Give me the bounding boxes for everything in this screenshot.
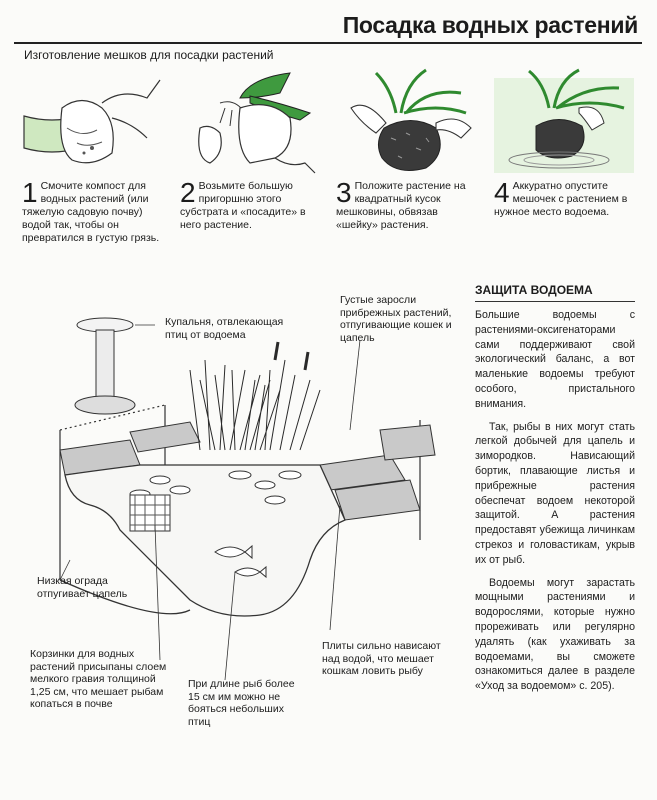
step-number: 1 xyxy=(22,177,38,208)
step-text: Смочите компост для водных растений (или тяжелую садовую почву) водой так, чтобы он превратился в густую грязь. xyxy=(22,180,160,244)
step-number: 4 xyxy=(494,177,510,208)
callout-fence: Низкая ограда отпугивает цапель xyxy=(37,575,128,600)
step-4-caption xyxy=(494,177,636,219)
callout-slabs: Плиты сильно нависают над водой, что мешает кошкам ловить рыбу xyxy=(322,640,441,677)
step-text: Аккуратно опустите мешочек с растением в нужное место водоема. xyxy=(494,180,628,218)
birdbath xyxy=(75,318,135,414)
step-1-caption xyxy=(22,177,168,245)
page-header xyxy=(14,4,642,44)
callout-thickets: Густые заросли прибрежных растений, отпугивающие кошек и цапель xyxy=(340,294,452,344)
sidebar-title: ЗАЩИТА ВОДОЕМА xyxy=(475,283,635,302)
step-number: 3 xyxy=(336,177,352,208)
callout-birdbath: Купальня, отвлекающая птиц от водоема xyxy=(165,316,284,341)
sidebar-paragraph: Водоемы могут зарастать мощными растениями и водорослями, которые нужно прореживать или регулярно удалять (как ухаживать за водоемами, вы сможете ознакомиться далее в разделе «Уход за водоемом» с. 205). xyxy=(475,576,635,693)
callout-fish: При длине рыб более 15 см им можно не бояться небольших птиц xyxy=(188,678,295,728)
section-title: Изготовление мешков для посадки растений xyxy=(24,48,274,62)
step-2-illustration xyxy=(180,68,320,178)
step-text: Возьмите большую пригоршню этого субстрата и «посадите» в него растение. xyxy=(180,180,306,231)
sidebar-paragraph: Большие водоемы с растениями-оксигенаторами сами поддерживают свой экологический баланс, а вот маленькие водоемы требуют особого, пристального внимания. xyxy=(475,309,635,410)
planting-basket xyxy=(130,495,170,531)
callout-baskets: Корзинки для водных растений присыпаны слоем мелкого гравия толщиной 1,25 см, что мешает рыбам копаться в почве xyxy=(30,648,167,710)
step-text: Положите растение на квадратный кусок мешковины, обвязав «шейку» растения. xyxy=(336,180,466,231)
step-1-illustration xyxy=(22,68,162,178)
step-3-illustration xyxy=(336,68,476,178)
sidebar-paragraph: Так, рыбы в них могут стать легкой добычей для цапель и зимородков. Нависающий бортик, плавающие листья и прибрежные растения обеспечат водоем некоторой защитой. А растения предоставят убежища личинкам стрекоз и головастикам, укрыв их от рыб. xyxy=(475,420,635,566)
marginal-plants xyxy=(190,342,320,450)
step-number: 2 xyxy=(180,177,196,208)
step-4-illustration xyxy=(494,68,634,178)
step-2-caption xyxy=(180,177,326,232)
sidebar-pond-protection xyxy=(475,283,635,694)
page-title: Посадка водных растений xyxy=(342,12,638,38)
step-3-caption xyxy=(336,177,482,232)
